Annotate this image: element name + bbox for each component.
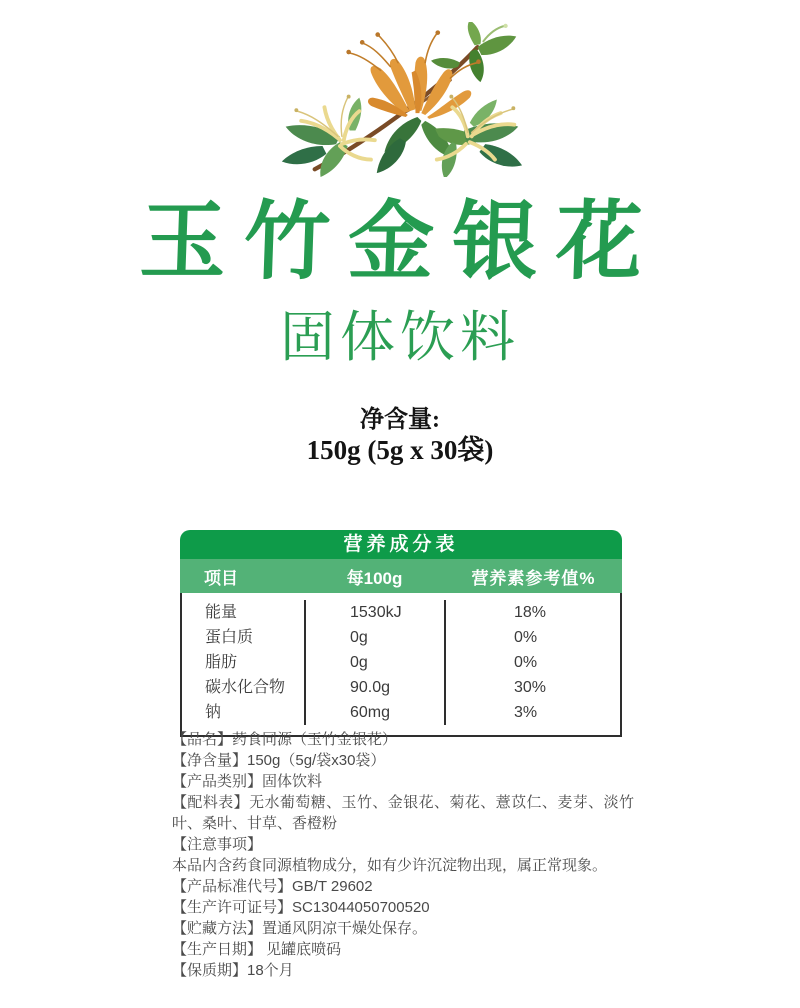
nutrition-row-item: 能量 bbox=[205, 604, 238, 621]
nutrition-row-nrv: 18% bbox=[514, 604, 547, 621]
nutrition-row-item: 脂肪 bbox=[205, 654, 238, 671]
nutrition-column-nrv bbox=[444, 600, 620, 725]
column-header-per100g: 每100g bbox=[346, 568, 403, 588]
nutrition-row-item: 碳水化合物 bbox=[205, 679, 286, 696]
nutrition-row-item: 蛋白质 bbox=[205, 629, 254, 646]
net-content-block bbox=[0, 406, 800, 466]
nutrition-table-title: 营养成分表 bbox=[180, 530, 622, 559]
nutrition-table-header-row bbox=[180, 559, 622, 593]
product-title: 玉竹金银花 bbox=[138, 194, 662, 290]
nutrition-row-nrv: 30% bbox=[514, 679, 547, 696]
product-info-line: 【产品标准代号】GB/T 29602 bbox=[172, 878, 373, 895]
nutrition-row-nrv: 0% bbox=[514, 629, 538, 646]
net-content-label: 净含量: bbox=[360, 407, 440, 433]
product-info-line: 【贮藏方法】置通风阴凉干燥处保存。 bbox=[172, 920, 428, 937]
nutrition-row-nrv: 3% bbox=[514, 704, 538, 721]
product-info-line: 【产品类别】固体饮料 bbox=[172, 773, 323, 790]
product-info-line: 【注意事项】 bbox=[172, 836, 263, 853]
nutrition-row-per100g: 0g bbox=[350, 629, 368, 646]
nutrition-row-per100g: 1530kJ bbox=[350, 604, 402, 621]
product-info-line: 【净含量】150g（5g/袋x30袋） bbox=[172, 752, 386, 769]
nutrition-column-items bbox=[182, 600, 304, 725]
product-info-line: 【生产许可证号】SC13044050700520 bbox=[172, 899, 430, 916]
column-header-nrv: 营养素参考值% bbox=[471, 568, 596, 588]
product-info-block bbox=[172, 729, 634, 981]
honeysuckle-illustration bbox=[250, 22, 550, 177]
nutrition-row-nrv: 0% bbox=[514, 654, 538, 671]
net-content-value: 150g (5g x 30袋) bbox=[306, 435, 494, 465]
nutrition-column-values bbox=[304, 600, 444, 725]
nutrition-table-body bbox=[180, 593, 622, 737]
product-info-line: 【保质期】18个月 bbox=[172, 962, 294, 979]
column-header-item: 项目 bbox=[204, 568, 238, 588]
nutrition-row-per100g: 90.0g bbox=[350, 679, 391, 696]
product-info-line: 【配料表】无水葡萄糖、玉竹、金银花、菊花、薏苡仁、麦芽、淡竹叶、桑叶、甘草、香橙粉 bbox=[172, 794, 634, 832]
nutrition-table bbox=[180, 530, 622, 737]
nutrition-row-item: 钠 bbox=[205, 704, 222, 721]
product-info-line: 【生产日期】 见罐底喷码 bbox=[172, 941, 342, 958]
product-subtitle: 固体饮料 bbox=[279, 306, 520, 368]
nutrition-row-per100g: 0g bbox=[350, 654, 368, 671]
product-info-line: 【品名】药食同源（玉竹金银花） bbox=[172, 731, 398, 748]
nutrition-row-per100g: 60mg bbox=[350, 704, 391, 721]
product-info-line: 本品内含药食同源植物成分，如有少许沉淀物出现，属正常现象。 bbox=[172, 857, 608, 874]
